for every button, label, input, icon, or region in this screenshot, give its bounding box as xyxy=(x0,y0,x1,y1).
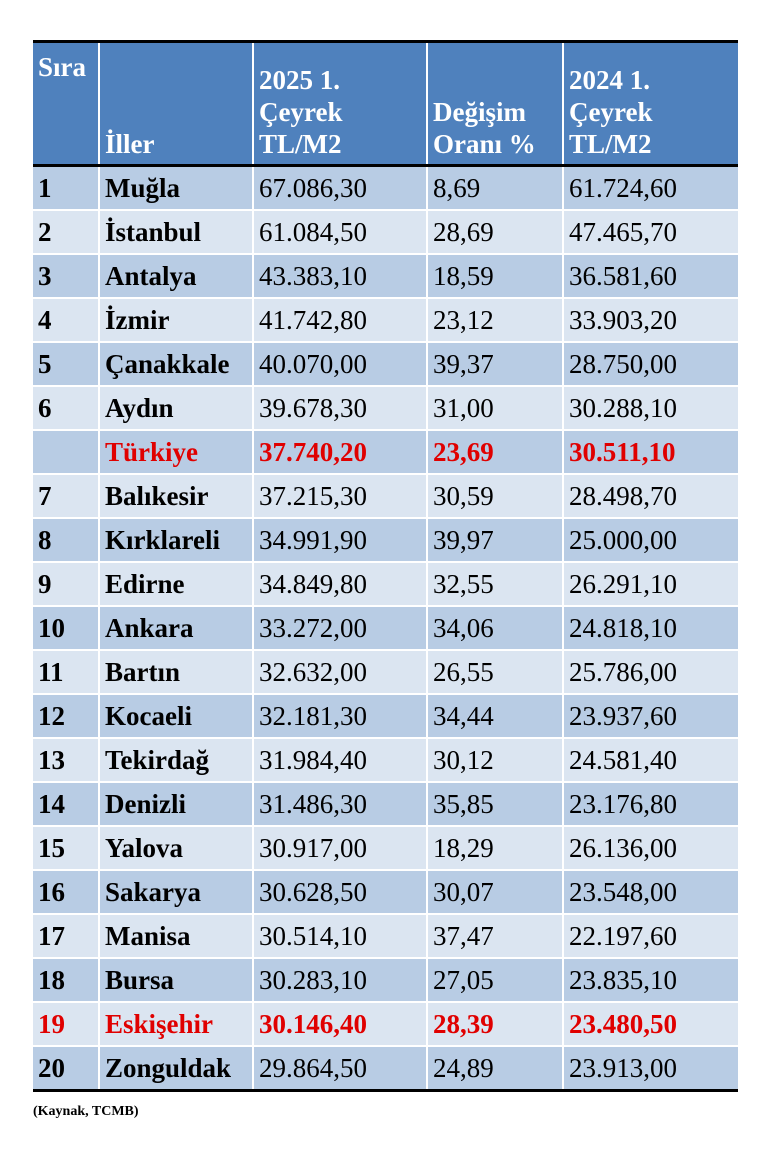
header-2025-line2: Çeyrek xyxy=(259,97,343,127)
cell-province: Tekirdağ xyxy=(99,738,253,782)
header-rank: Sıra xyxy=(33,42,99,166)
cell-province: İzmir xyxy=(99,298,253,342)
cell-change-rate: 30,59 xyxy=(427,474,563,518)
cell-2025-value: 31.984,40 xyxy=(253,738,427,782)
cell-2025-value: 33.272,00 xyxy=(253,606,427,650)
cell-2024-value: 25.000,00 xyxy=(563,518,738,562)
cell-2025-value: 32.181,30 xyxy=(253,694,427,738)
cell-rank: 1 xyxy=(33,166,99,211)
table-row xyxy=(33,430,738,474)
cell-2025-value: 61.084,50 xyxy=(253,210,427,254)
table-row xyxy=(33,474,738,518)
cell-change-rate: 35,85 xyxy=(427,782,563,826)
cell-rank: 11 xyxy=(33,650,99,694)
table-row xyxy=(33,254,738,298)
cell-change-rate: 27,05 xyxy=(427,958,563,1002)
cell-province: Antalya xyxy=(99,254,253,298)
cell-province: Türkiye xyxy=(99,430,253,474)
cell-rank: 3 xyxy=(33,254,99,298)
header-2025-line3: TL/M2 xyxy=(259,129,342,159)
table-row xyxy=(33,914,738,958)
cell-province: Muğla xyxy=(99,166,253,211)
header-2025 xyxy=(253,42,427,166)
cell-change-rate: 18,59 xyxy=(427,254,563,298)
cell-2025-value: 41.742,80 xyxy=(253,298,427,342)
header-2024-line3: TL/M2 xyxy=(569,129,652,159)
cell-change-rate: 8,69 xyxy=(427,166,563,211)
table-row xyxy=(33,1002,738,1046)
cell-province: Eskişehir xyxy=(99,1002,253,1046)
header-2024-line1: 2024 1. xyxy=(569,65,650,95)
table-row xyxy=(33,386,738,430)
table-row xyxy=(33,210,738,254)
cell-2025-value: 37.215,30 xyxy=(253,474,427,518)
cell-province: Bartın xyxy=(99,650,253,694)
table-row xyxy=(33,870,738,914)
cell-2024-value: 24.581,40 xyxy=(563,738,738,782)
table-row xyxy=(33,958,738,1002)
cell-2025-value: 30.283,10 xyxy=(253,958,427,1002)
table-row xyxy=(33,562,738,606)
cell-province: Yalova xyxy=(99,826,253,870)
cell-rank: 18 xyxy=(33,958,99,1002)
cell-rank: 17 xyxy=(33,914,99,958)
table-row xyxy=(33,606,738,650)
cell-rank: 6 xyxy=(33,386,99,430)
header-change-line2: Oranı % xyxy=(433,129,536,159)
cell-province: Edirne xyxy=(99,562,253,606)
cell-change-rate: 28,39 xyxy=(427,1002,563,1046)
cell-rank: 9 xyxy=(33,562,99,606)
cell-2025-value: 37.740,20 xyxy=(253,430,427,474)
cell-rank: 10 xyxy=(33,606,99,650)
cell-change-rate: 39,97 xyxy=(427,518,563,562)
table-row xyxy=(33,1046,738,1091)
cell-rank: 13 xyxy=(33,738,99,782)
cell-change-rate: 30,07 xyxy=(427,870,563,914)
cell-2024-value: 25.786,00 xyxy=(563,650,738,694)
cell-2024-value: 23.176,80 xyxy=(563,782,738,826)
cell-2024-value: 23.913,00 xyxy=(563,1046,738,1091)
cell-2024-value: 23.480,50 xyxy=(563,1002,738,1046)
cell-2024-value: 61.724,60 xyxy=(563,166,738,211)
cell-2025-value: 34.849,80 xyxy=(253,562,427,606)
cell-2024-value: 23.835,10 xyxy=(563,958,738,1002)
table-row xyxy=(33,738,738,782)
cell-2025-value: 31.486,30 xyxy=(253,782,427,826)
source-note: (Kaynak, TCMB) xyxy=(33,1104,139,1119)
header-2024 xyxy=(563,42,738,166)
cell-province: Kocaeli xyxy=(99,694,253,738)
cell-rank: 4 xyxy=(33,298,99,342)
header-change-line1: Değişim xyxy=(433,97,526,127)
cell-province: Balıkesir xyxy=(99,474,253,518)
cell-2024-value: 23.548,00 xyxy=(563,870,738,914)
header-change xyxy=(427,42,563,166)
cell-rank: 5 xyxy=(33,342,99,386)
cell-province: Çanakkale xyxy=(99,342,253,386)
cell-province: Ankara xyxy=(99,606,253,650)
header-2024-line2: Çeyrek xyxy=(569,97,653,127)
cell-2024-value: 33.903,20 xyxy=(563,298,738,342)
cell-2024-value: 22.197,60 xyxy=(563,914,738,958)
cell-2025-value: 39.678,30 xyxy=(253,386,427,430)
cell-change-rate: 34,44 xyxy=(427,694,563,738)
cell-change-rate: 39,37 xyxy=(427,342,563,386)
cell-2025-value: 43.383,10 xyxy=(253,254,427,298)
cell-rank: 15 xyxy=(33,826,99,870)
cell-2024-value: 26.291,10 xyxy=(563,562,738,606)
table-body xyxy=(33,166,738,1091)
cell-province: Aydın xyxy=(99,386,253,430)
cell-2024-value: 26.136,00 xyxy=(563,826,738,870)
table-row xyxy=(33,650,738,694)
price-table-container xyxy=(33,40,738,1092)
cell-change-rate: 37,47 xyxy=(427,914,563,958)
table-row xyxy=(33,342,738,386)
cell-rank xyxy=(33,430,99,474)
cell-rank: 16 xyxy=(33,870,99,914)
cell-2025-value: 67.086,30 xyxy=(253,166,427,211)
table-row xyxy=(33,782,738,826)
cell-2024-value: 23.937,60 xyxy=(563,694,738,738)
cell-2025-value: 29.864,50 xyxy=(253,1046,427,1091)
cell-rank: 19 xyxy=(33,1002,99,1046)
cell-2025-value: 30.146,40 xyxy=(253,1002,427,1046)
cell-rank: 14 xyxy=(33,782,99,826)
cell-rank: 8 xyxy=(33,518,99,562)
table-row xyxy=(33,166,738,211)
cell-change-rate: 34,06 xyxy=(427,606,563,650)
cell-change-rate: 32,55 xyxy=(427,562,563,606)
cell-change-rate: 30,12 xyxy=(427,738,563,782)
cell-province: Manisa xyxy=(99,914,253,958)
cell-2024-value: 28.498,70 xyxy=(563,474,738,518)
table-row xyxy=(33,298,738,342)
cell-rank: 20 xyxy=(33,1046,99,1091)
cell-province: Sakarya xyxy=(99,870,253,914)
cell-rank: 7 xyxy=(33,474,99,518)
cell-2024-value: 30.511,10 xyxy=(563,430,738,474)
header-province: İller xyxy=(99,42,253,166)
price-table xyxy=(33,40,738,1092)
table-row xyxy=(33,694,738,738)
cell-province: Denizli xyxy=(99,782,253,826)
cell-2025-value: 30.628,50 xyxy=(253,870,427,914)
cell-province: Bursa xyxy=(99,958,253,1002)
cell-2024-value: 24.818,10 xyxy=(563,606,738,650)
cell-2025-value: 30.514,10 xyxy=(253,914,427,958)
table-header-row xyxy=(33,42,738,166)
cell-2024-value: 47.465,70 xyxy=(563,210,738,254)
cell-change-rate: 23,12 xyxy=(427,298,563,342)
table-row xyxy=(33,518,738,562)
cell-province: Kırklareli xyxy=(99,518,253,562)
cell-change-rate: 26,55 xyxy=(427,650,563,694)
cell-2024-value: 36.581,60 xyxy=(563,254,738,298)
cell-province: Zonguldak xyxy=(99,1046,253,1091)
cell-change-rate: 18,29 xyxy=(427,826,563,870)
cell-change-rate: 28,69 xyxy=(427,210,563,254)
cell-rank: 12 xyxy=(33,694,99,738)
cell-2024-value: 30.288,10 xyxy=(563,386,738,430)
cell-change-rate: 23,69 xyxy=(427,430,563,474)
header-2025-line1: 2025 1. xyxy=(259,65,340,95)
cell-2025-value: 32.632,00 xyxy=(253,650,427,694)
cell-2024-value: 28.750,00 xyxy=(563,342,738,386)
cell-province: İstanbul xyxy=(99,210,253,254)
cell-rank: 2 xyxy=(33,210,99,254)
cell-2025-value: 40.070,00 xyxy=(253,342,427,386)
cell-change-rate: 24,89 xyxy=(427,1046,563,1091)
table-row xyxy=(33,826,738,870)
cell-change-rate: 31,00 xyxy=(427,386,563,430)
cell-2025-value: 34.991,90 xyxy=(253,518,427,562)
cell-2025-value: 30.917,00 xyxy=(253,826,427,870)
